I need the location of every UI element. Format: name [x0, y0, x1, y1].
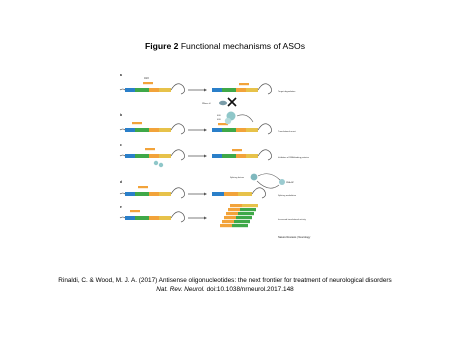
panel-a-aso-right — [239, 83, 249, 85]
panel-a-rnase-label: RNase H — [202, 103, 211, 105]
panel-e-arrowhead — [204, 217, 207, 220]
rna-bp-label: RNA-BP — [286, 182, 294, 184]
panel-e-aso-left — [130, 210, 140, 212]
citation-line-1: Rinaldi, C. & Wood, M. J. A. (2017) Antisense oligonucleotides: the next frontier for treatment of neurological disorders — [58, 277, 392, 284]
panel-a-arrowhead — [204, 89, 207, 92]
panel-b-blocked-arrow — [237, 115, 253, 122]
panel-a-aso-left — [143, 82, 153, 84]
panel-d-mrna-right — [212, 188, 266, 198]
panel-b-ribosome-40s-icon — [225, 118, 231, 124]
panel-c-mrna-right — [212, 150, 272, 160]
diagram-svg — [118, 70, 332, 242]
panel-a — [120, 73, 296, 106]
panel-b — [120, 112, 296, 135]
panel-d-letter: d — [120, 180, 122, 184]
panel-a-rnase-icon — [219, 101, 227, 105]
panel-b-40s-label: 40S — [217, 119, 221, 121]
panel-b-aso-left — [132, 122, 142, 124]
panel-a-mrna-left — [120, 84, 185, 94]
panel-c-rbp-icon-2 — [159, 163, 163, 167]
panel-a-mrna-right — [212, 84, 272, 94]
panel-b-mrna-right — [212, 124, 272, 134]
splicing-factors-label: Splicing factors — [230, 177, 245, 179]
panel-a-letter: a — [120, 73, 122, 77]
panel-c-mrna-left — [120, 150, 185, 160]
panel-b-mrna-left — [120, 124, 185, 134]
panel-d-outcome: Splicing modulation — [278, 195, 297, 197]
panel-d-aso-left — [138, 186, 148, 188]
panel-c-aso-right — [232, 149, 242, 151]
citation-doi: doi:10.1038/nrneurol.2017.148 — [204, 285, 294, 293]
panel-d-premrna-left — [120, 188, 185, 198]
panel-b-arrowhead — [204, 129, 207, 132]
panel-c-rbp-icon-1 — [154, 161, 158, 165]
panel-c-outcome: Inhibition of RNA-binding proteins — [278, 157, 309, 159]
panel-c-aso-left — [145, 148, 155, 150]
figure-label: Figure 2 — [144, 41, 179, 51]
panel-e — [120, 204, 307, 227]
cycle-arrow-top — [258, 174, 280, 180]
citation-line-2 — [0, 286, 450, 295]
splicing-factor-cycle — [230, 174, 294, 189]
panel-e-outcome: Increased translational activity — [278, 219, 306, 221]
splicing-factor-icon — [251, 174, 258, 181]
panel-e-letter: e — [120, 205, 122, 209]
panel-d-arrowhead — [204, 193, 207, 196]
panel-e-stacked-products — [220, 204, 258, 227]
mechanism-diagram — [118, 70, 332, 242]
panel-a-outcome: Target degradation — [278, 91, 296, 93]
panel-b-letter: b — [120, 113, 122, 117]
panel-c-arrowhead — [204, 155, 207, 158]
panel-a-aso-label: ASO — [144, 78, 149, 80]
publisher-mark: Nature Reviews | Neurology — [278, 236, 311, 239]
citation-journal: Nat. Rev. Neurol. — [156, 285, 205, 293]
figure-citation — [0, 277, 450, 294]
panel-e-mrna-left — [120, 212, 185, 222]
figure-title-text: Functional mechanisms of ASOs — [180, 41, 305, 51]
panel-c — [120, 143, 309, 167]
figure-title — [0, 41, 450, 52]
panel-b-60s-label: 60S — [217, 115, 221, 117]
panel-a-cleavage-icon — [228, 98, 236, 106]
panel-b-outcome: Translational arrest — [278, 131, 296, 133]
panel-d — [120, 180, 297, 198]
panel-c-letter: c — [120, 143, 122, 147]
cycle-arrow-bottom — [257, 181, 279, 188]
